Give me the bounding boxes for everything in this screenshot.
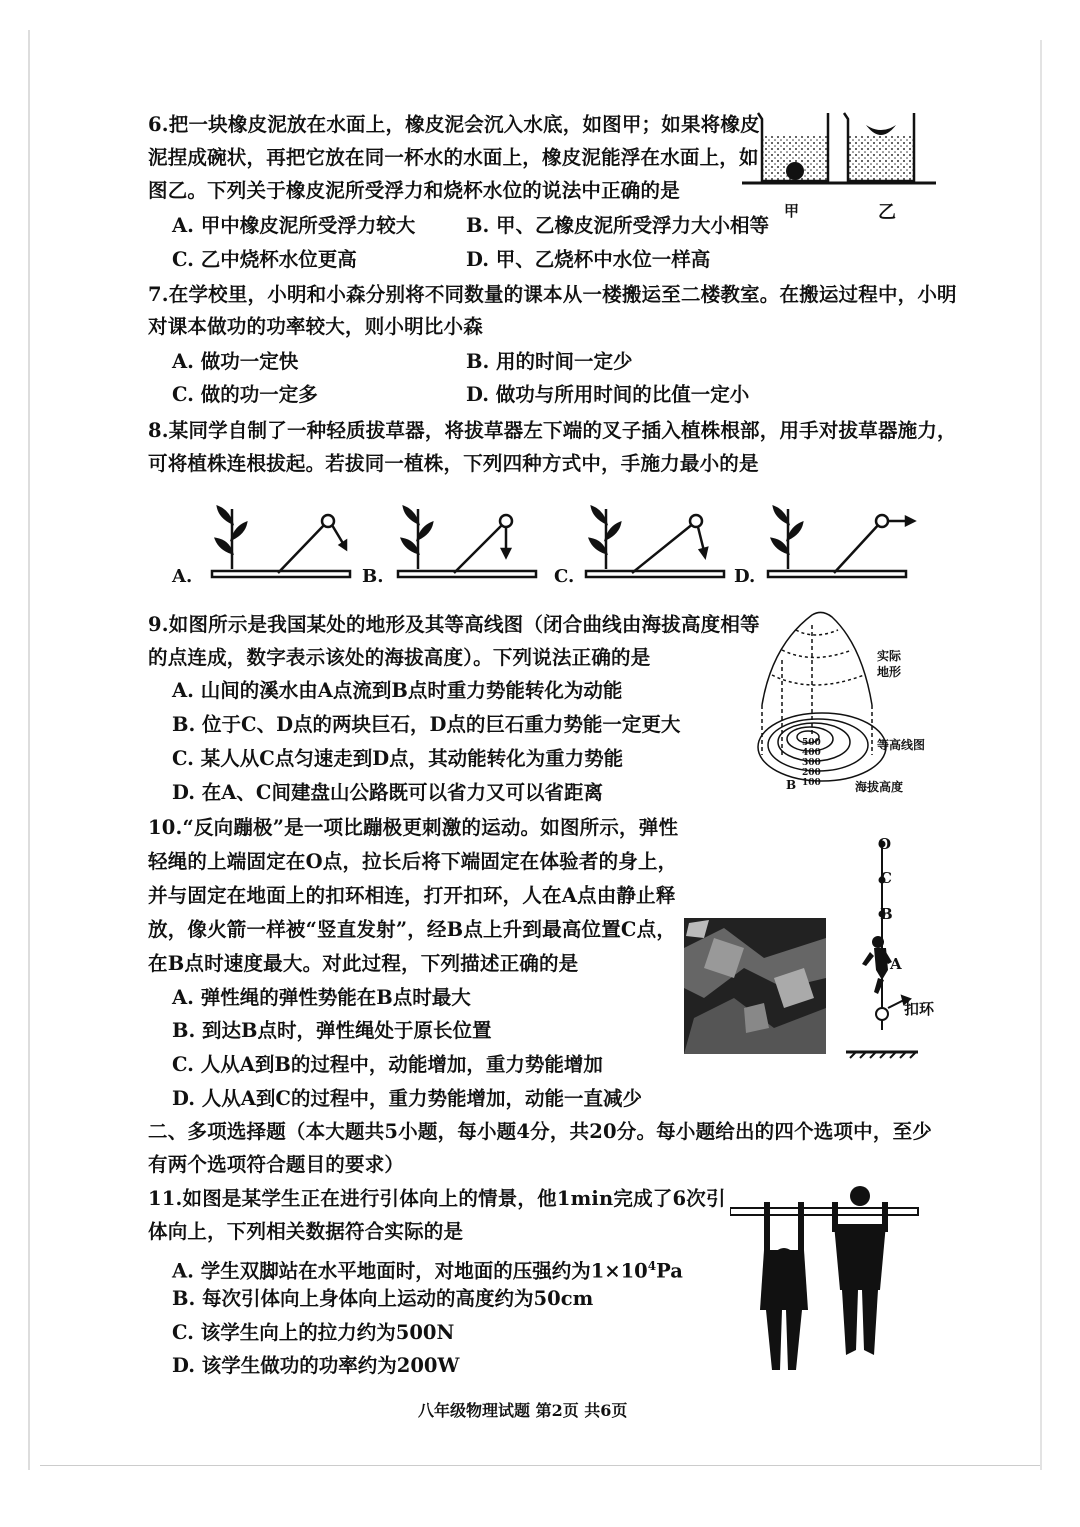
q10-label-c: C [880,869,892,887]
q9-level-300: 300 [802,758,821,768]
q9-contour-figure [752,605,892,795]
q9-option-a: A. 山间的溪水由A点流到B点时重力势能转化为动能 [172,679,623,702]
q9-level-400: 400 [802,748,821,758]
q11-option-a-exponent: 4 [647,1259,657,1273]
q11-option-a [172,1253,683,1285]
q6-option-d: D. 甲、乙烧杯中水位一样高 [466,248,711,271]
section2-heading-2: 有两个选项符合题目的要求） [148,1153,405,1176]
q7-line-1: 7.在学校里，小明和小森分别将不同数量的课本从一楼搬运至二楼教室。在搬运过程中，小明 [148,283,957,306]
q10-label-o: O [878,835,892,853]
page-footer: 八年级物理试题 第2页 共6页 [418,1401,628,1420]
q8-label-b: B. [362,566,384,587]
q10-label-b: B [880,905,893,923]
q11-line-1: 11.如图是某学生正在进行引体向上的情景，他1min完成了6次引 [148,1187,726,1210]
q6-label-yi: 乙 [878,202,896,223]
q11-option-b: B. 每次引体向上身体向上运动的高度约为50cm [172,1287,594,1310]
q11-pullup-figure [730,1180,920,1380]
q8-line-2: 可将植株连根拔起。若拔同一植株，下列四种方式中，手施力最小的是 [148,452,759,475]
q6-option-a: A. 甲中橡皮泥所受浮力较大 [172,214,416,237]
page-edge-left [28,30,30,1470]
q8-figure-c [586,507,724,577]
q8-figure-a [212,507,350,577]
q6-beakers-figure [740,105,940,225]
q10-option-a: A. 弹性绳的弹性势能在B点时最大 [172,986,471,1009]
q11-option-d: D. 该学生做功的功率约为200W [172,1354,460,1377]
q10-option-c: C. 人从A到B的过程中，动能增加，重力势能增加 [172,1053,603,1076]
q9-label-altitude: 海拔高度 [855,780,904,794]
q10-bungee-diagram [842,830,922,1060]
q11-option-a-unit: Pa [656,1259,683,1283]
q9-level-500: 500 [802,738,821,748]
q10-line-1: 10.“反向蹦极”是一项比蹦极更刺激的运动。如图所示，弹性 [148,816,679,839]
q10-line-5: 在B点时速度最大。对此过程，下列描述正确的是 [148,952,579,975]
q8-line-1: 8.某同学自制了一种轻质拔草器，将拔草器左下端的叉子插入植株根部，用手对拔草器施力， [148,419,957,442]
q6-line-2: 泥捏成碗状，再把它放在同一杯水的水面上，橡皮泥能浮在水面上，如 [148,146,759,169]
q7-option-d: D. 做功与所用时间的比值一定小 [466,383,750,406]
q6-option-c: C. 乙中烧杯水位更高 [172,248,357,271]
q9-label-actual-2: 地形 [877,665,902,679]
q10-option-b: B. 到达B点时，弹性绳处于原长位置 [172,1019,492,1042]
q10-label-buckle: 扣环 [904,1000,935,1018]
q9-option-b: B. 位于C、D点的两块巨石，D点的巨石重力势能一定更大 [172,713,681,736]
q9-line-1: 9.如图所示是我国某处的地形及其等高线图（闭合曲线由海拔高度相等 [148,613,760,636]
q6-option-b: B. 甲、乙橡皮泥所受浮力大小相等 [466,214,770,237]
q7-option-c: C. 做的功一定多 [172,383,318,406]
q8-figure-d [768,507,914,577]
q9-level-200: 200 [802,768,821,778]
q8-label-a: A. [172,566,193,587]
q10-line-2: 轻绳的上端固定在O点，拉长后将下端固定在体验者的身上， [148,850,678,873]
q10-line-4: 放，像火箭一样被“竖直发射”，经B点上升到最高位置C点， [148,918,677,941]
q10-line-3: 并与固定在地面上的扣环相连，打开扣环，人在A点由静止释 [148,884,676,907]
q10-photo [684,918,826,1054]
q8-figure-b [398,507,536,577]
q8-label-d: D. [734,566,756,587]
q7-line-2: 对课本做功的功率较大，则小明比小森 [148,315,483,338]
q9-point-b: B [786,778,797,792]
page-edge-right [1040,40,1042,1470]
page-edge-bottom [40,1465,1040,1466]
q9-label-contour: 等高线图 [877,738,926,752]
q7-option-a: A. 做功一定快 [172,350,299,373]
q9-option-d: D. 在A、C间建盘山公路既可以省力又可以省距离 [172,781,603,804]
q9-line-2: 的点连成，数字表示该处的海拔高度）。下列说法正确的是 [148,646,651,669]
q6-label-jia: 甲 [784,202,800,220]
q9-level-100: 100 [802,778,821,788]
q10-option-d: D. 人从A到C的过程中，重力势能增加，动能一直减少 [172,1087,642,1110]
q8-label-c: C. [554,566,575,587]
q11-option-c: C. 该学生向上的拉力约为500N [172,1321,455,1344]
q7-option-b: B. 用的时间一定少 [466,350,633,373]
q10-label-a: A [890,955,902,973]
q9-label-actual-1: 实际 [877,649,902,663]
q9-option-c: C. 某人从C点匀速走到D点，其动能转化为重力势能 [172,747,624,770]
q6-line-1: 6.把一块橡皮泥放在水面上，橡皮泥会沉入水底，如图甲；如果将橡皮 [148,113,760,136]
q11-line-2: 体向上，下列相关数据符合实际的是 [148,1220,464,1243]
section2-heading-1: 二、多项选择题（本大题共5小题，每小题4分，共20分。每小题给出的四个选项中，至少 [148,1120,932,1143]
q8-weeder-figures [168,495,928,590]
q6-line-3: 图乙。下列关于橡皮泥所受浮力和烧杯水位的说法中正确的是 [148,179,680,202]
q11-option-a-text: A. 学生双脚站在水平地面时，对地面的压强约为1×10 [172,1259,648,1283]
